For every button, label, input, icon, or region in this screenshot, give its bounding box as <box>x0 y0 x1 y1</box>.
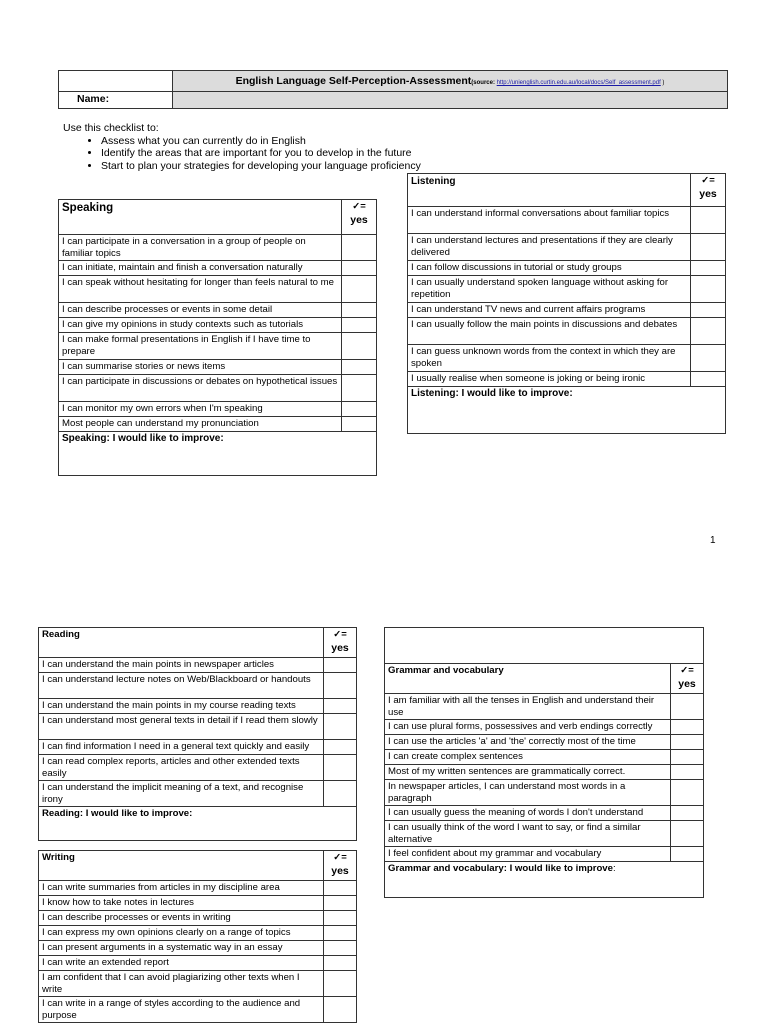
speaking-table <box>58 199 377 476</box>
grammar-item: I am familiar with all the tenses in English and understand their use <box>385 694 671 720</box>
speaking-check-cell[interactable] <box>342 360 377 375</box>
listening-check-cell[interactable] <box>691 276 726 303</box>
listening-table <box>407 173 726 434</box>
speaking-title: Speaking <box>59 200 342 235</box>
speaking-item: I can participate in discussions or debates on hypothetical issues <box>59 375 342 402</box>
grammar-check-cell[interactable] <box>671 694 704 720</box>
grammar-spacer-box <box>384 627 704 664</box>
intro-lead: Use this checklist to: <box>63 122 159 134</box>
listening-title: Listening <box>408 174 691 207</box>
grammar-table <box>384 663 704 898</box>
writing-check-cell[interactable] <box>324 956 357 971</box>
listening-check-cell[interactable] <box>691 318 726 345</box>
name-field[interactable] <box>173 91 728 108</box>
speaking-check-cell[interactable] <box>342 417 377 432</box>
listening-check-cell[interactable] <box>691 207 726 234</box>
listening-check-cell[interactable] <box>691 234 726 261</box>
listening-item: I can usually follow the main points in discussions and debates <box>408 318 691 345</box>
page-title: English Language Self-Perception-Assessment <box>235 75 472 87</box>
speaking-item: I can monitor my own errors when I'm speaking <box>59 402 342 417</box>
speaking-item: I can make formal presentations in English if I have time to prepare <box>59 333 342 360</box>
reading-title: Reading <box>39 628 324 658</box>
reading-check-cell[interactable] <box>324 714 357 740</box>
reading-table <box>38 627 357 841</box>
listening-item: I can follow discussions in tutorial or study groups <box>408 261 691 276</box>
writing-item: I can express my own opinions clearly on a range of topics <box>39 926 324 941</box>
speaking-check-cell[interactable] <box>342 261 377 276</box>
listening-check-cell[interactable] <box>691 372 726 387</box>
grammar-item: I feel confident about my grammar and vocabulary <box>385 847 671 862</box>
grammar-item: I can use the articles 'a' and 'the' correctly most of the time <box>385 735 671 750</box>
grammar-item: I can usually think of the word I want to say, or find a similar alternative <box>385 821 671 847</box>
writing-item: I can describe processes or events in writing <box>39 911 324 926</box>
speaking-item: I can summarise stories or news items <box>59 360 342 375</box>
writing-item: I can write summaries from articles in my discipline area <box>39 881 324 896</box>
writing-item: I know how to take notes in lectures <box>39 896 324 911</box>
grammar-item: I can usually guess the meaning of words I don't understand <box>385 806 671 821</box>
listening-item: I can understand TV news and current affairs programs <box>408 303 691 318</box>
intro-list <box>63 135 423 173</box>
intro-bullet: • Assess what you can currently do in English <box>101 135 423 148</box>
check-header: ✓= yes <box>671 664 704 694</box>
grammar-check-cell[interactable] <box>671 806 704 821</box>
speaking-item: I can give my opinions in study contexts such as tutorials <box>59 318 342 333</box>
writing-check-cell[interactable] <box>324 896 357 911</box>
grammar-check-cell[interactable] <box>671 735 704 750</box>
grammar-item: Most of my written sentences are grammatically correct. <box>385 765 671 780</box>
reading-item: I can find information I need in a general text quickly and easily <box>39 740 324 755</box>
writing-item: I am confident that I can avoid plagiarizing other texts when I write <box>39 971 324 997</box>
speaking-check-cell[interactable] <box>342 333 377 360</box>
writing-item: I can write in a range of styles according to the audience and purpose <box>39 997 324 1023</box>
listening-item: I can understand informal conversations about familiar topics <box>408 207 691 234</box>
reading-improve-field[interactable]: Reading: I would like to improve: <box>39 807 357 841</box>
speaking-check-cell[interactable] <box>342 276 377 303</box>
grammar-title: Grammar and vocabulary <box>385 664 671 694</box>
title-cell: English Language Self-Perception-Assessment(source: http://unienglish.curtin.edu.au/local/docs/Self_assessment.pdf ) <box>173 71 728 92</box>
intro-bullet: • Start to plan your strategies for developing your language proficiency <box>101 160 423 173</box>
speaking-item: Most people can understand my pronunciation <box>59 417 342 432</box>
intro-block <box>63 122 423 172</box>
grammar-improve-field[interactable]: Grammar and vocabulary: I would like to improve: <box>385 862 704 898</box>
listening-item: I usually realise when someone is joking or being ironic <box>408 372 691 387</box>
source-link[interactable]: http://unienglish.curtin.edu.au/local/docs/Self_assessment.pdf <box>496 80 661 86</box>
speaking-item: I can participate in a conversation in a group of people on familiar topics <box>59 235 342 261</box>
grammar-check-cell[interactable] <box>671 821 704 847</box>
writing-check-cell[interactable] <box>324 881 357 896</box>
check-header: ✓= yes <box>324 851 357 881</box>
name-label: Name: <box>77 92 110 105</box>
reading-check-cell[interactable] <box>324 673 357 699</box>
reading-item: I can understand most general texts in detail if I read them slowly <box>39 714 324 740</box>
speaking-item: I can describe processes or events in some detail <box>59 303 342 318</box>
writing-check-cell[interactable] <box>324 971 357 997</box>
speaking-improve-field[interactable]: Speaking: I would like to improve: <box>59 432 377 476</box>
intro-bullet: • Identify the areas that are important for you to develop in the future <box>101 147 423 160</box>
grammar-check-cell[interactable] <box>671 765 704 780</box>
reading-check-cell[interactable] <box>324 755 357 781</box>
name-label-cell <box>59 91 173 108</box>
title-table <box>58 70 728 109</box>
check-header: ✓= yes <box>691 174 726 207</box>
speaking-item: I can initiate, maintain and finish a conversation naturally <box>59 261 342 276</box>
listening-item: I can usually understand spoken language without asking for repetition <box>408 276 691 303</box>
listening-item: I can understand lectures and presentations if they are clearly delivered <box>408 234 691 261</box>
grammar-item: In newspaper articles, I can understand most words in a paragraph <box>385 780 671 806</box>
speaking-check-cell[interactable] <box>342 402 377 417</box>
reading-check-cell[interactable] <box>324 658 357 673</box>
writing-check-cell[interactable] <box>324 941 357 956</box>
speaking-check-cell[interactable] <box>342 318 377 333</box>
page-number: 1 <box>710 535 716 546</box>
listening-item: I can guess unknown words from the context in which they are spoken <box>408 345 691 372</box>
writing-check-cell[interactable] <box>324 911 357 926</box>
listening-improve-field[interactable]: Listening: I would like to improve: <box>408 387 726 434</box>
writing-table <box>38 850 357 1023</box>
grammar-item: I can use plural forms, possessives and verb endings correctly <box>385 720 671 735</box>
listening-check-cell[interactable] <box>691 345 726 372</box>
check-header: ✓= yes <box>324 628 357 658</box>
listening-check-cell[interactable] <box>691 303 726 318</box>
title-blank-cell <box>59 71 173 92</box>
speaking-check-cell[interactable] <box>342 375 377 402</box>
reading-item: I can understand the implicit meaning of a text, and recognise irony <box>39 781 324 807</box>
reading-item: I can understand the main points in my course reading texts <box>39 699 324 714</box>
reading-item: I can understand lecture notes on Web/Blackboard or handouts <box>39 673 324 699</box>
writing-check-cell[interactable] <box>324 997 357 1023</box>
speaking-item: I can speak without hesitating for longer than feels natural to me <box>59 276 342 303</box>
grammar-check-cell[interactable] <box>671 847 704 862</box>
speaking-check-cell[interactable] <box>342 235 377 261</box>
speaking-check-cell[interactable] <box>342 303 377 318</box>
grammar-item: I can create complex sentences <box>385 750 671 765</box>
writing-item: I can write an extended report <box>39 956 324 971</box>
reading-item: I can understand the main points in newspaper articles <box>39 658 324 673</box>
grammar-check-cell[interactable] <box>671 780 704 806</box>
writing-check-cell[interactable] <box>324 926 357 941</box>
check-header: ✓= yes <box>342 200 377 235</box>
listening-check-cell[interactable] <box>691 261 726 276</box>
writing-title: Writing <box>39 851 324 881</box>
writing-item: I can present arguments in a systematic way in an essay <box>39 941 324 956</box>
reading-check-cell[interactable] <box>324 781 357 807</box>
reading-item: I can read complex reports, articles and other extended texts easily <box>39 755 324 781</box>
reading-check-cell[interactable] <box>324 740 357 755</box>
grammar-check-cell[interactable] <box>671 720 704 735</box>
grammar-check-cell[interactable] <box>671 750 704 765</box>
reading-check-cell[interactable] <box>324 699 357 714</box>
